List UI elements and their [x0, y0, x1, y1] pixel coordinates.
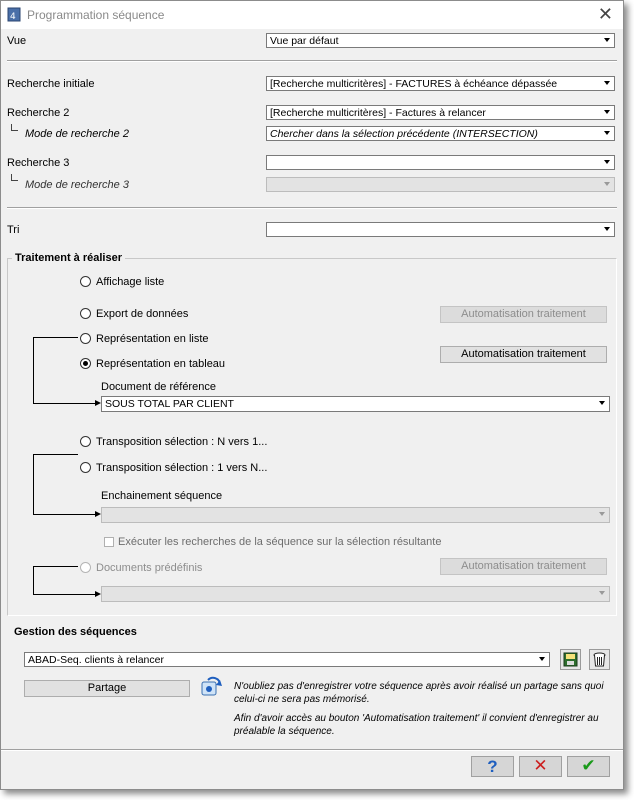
connector-line: [33, 594, 95, 595]
documents-predefinis-select[interactable]: [101, 586, 610, 602]
mode2-label: Mode de recherche 2: [25, 128, 129, 140]
connector-line: [33, 337, 78, 338]
radio-transposition-n1[interactable]: [80, 436, 91, 447]
chevron-down-icon: [604, 182, 610, 186]
chevron-down-icon: [604, 160, 610, 164]
chevron-down-icon: [604, 81, 610, 85]
chevron-down-icon: [539, 657, 545, 661]
vue-label: Vue: [7, 35, 27, 47]
representation-tableau-label[interactable]: Représentation en tableau: [96, 358, 226, 370]
mode3-select[interactable]: [266, 177, 615, 192]
radio-export-donnees[interactable]: [80, 308, 91, 319]
affichage-liste-label[interactable]: Affichage liste: [96, 276, 165, 288]
document-reference-label: Document de référence: [101, 381, 216, 393]
vue-select[interactable]: [266, 33, 615, 48]
mode2-select[interactable]: [266, 126, 615, 141]
note-automatisation: Afin d'avoir accès au bouton 'Automatisation traitement' il convient d'enregistrer au préalable la séquence.: [234, 713, 599, 737]
tree-connector: [11, 174, 18, 181]
automatisation-button-disabled[interactable]: Automatisation traitement: [440, 306, 607, 323]
recherche-initiale-value: [Recherche multicritères] - FACTURES à échéance dépassée: [270, 78, 558, 90]
app-icon: [7, 7, 21, 22]
help-button[interactable]: [471, 756, 514, 777]
recherche-initiale-select[interactable]: [266, 76, 615, 91]
partage-button[interactable]: Partage: [24, 680, 190, 697]
help-icon: ?: [487, 757, 498, 776]
recherche2-value: [Recherche multicritères] - Factures à relancer: [270, 107, 486, 119]
radio-affichage-liste[interactable]: [80, 276, 91, 287]
document-reference-value: SOUS TOTAL PAR CLIENT: [105, 398, 234, 410]
radio-representation-tableau[interactable]: [80, 358, 91, 369]
tri-select[interactable]: [266, 222, 615, 237]
ok-button[interactable]: [567, 756, 610, 777]
connector-line: [33, 403, 95, 404]
documents-predefinis-label: Documents prédéfinis: [96, 562, 203, 574]
note-partage: N'oubliez pas d'enregistrer votre séquence après avoir réalisé un partage sans quoi celui-ci ne sera pas mémorisé.: [234, 681, 604, 705]
trash-icon: [590, 650, 609, 669]
radio-representation-liste[interactable]: [80, 333, 91, 344]
gestion-title: Gestion des séquences: [14, 626, 137, 638]
automatisation-button[interactable]: Automatisation traitement: [440, 346, 607, 363]
chevron-down-icon: [604, 110, 610, 114]
radio-selected-dot: [83, 361, 88, 366]
share-info-icon: [200, 676, 224, 698]
connector-line: [33, 454, 78, 455]
close-icon[interactable]: ✕: [597, 4, 613, 25]
chevron-down-icon: [599, 401, 605, 405]
sequence-value: ABAD-Seq. clients à relancer: [28, 654, 164, 666]
recherche3-label: Recherche 3: [7, 157, 70, 169]
executer-label: Exécuter les recherches de la séquence sur la sélection résultante: [118, 536, 442, 548]
recherche3-select[interactable]: [266, 155, 615, 170]
chevron-down-icon: [604, 131, 610, 135]
svg-text:4: 4: [10, 12, 16, 22]
traitement-title: Traitement à réaliser: [12, 252, 125, 264]
connector-line: [33, 514, 95, 515]
representation-liste-label[interactable]: Représentation en liste: [96, 333, 209, 345]
tri-label: Tri: [7, 224, 20, 236]
sequence-select[interactable]: [24, 652, 550, 667]
title-bar: [1, 1, 623, 29]
radio-transposition-1n[interactable]: [80, 462, 91, 473]
separator: [7, 60, 617, 62]
connector-line: [33, 566, 78, 567]
cancel-button[interactable]: [519, 756, 562, 777]
cancel-icon: ✕: [533, 756, 548, 776]
recherche2-label: Recherche 2: [7, 107, 70, 119]
mode2-value: Chercher dans la sélection précédente (INTERSECTION): [270, 128, 538, 140]
save-icon: [561, 650, 580, 669]
enchainement-select[interactable]: [101, 507, 610, 523]
recherche-initiale-label: Recherche initiale: [7, 78, 95, 90]
delete-button[interactable]: [589, 649, 610, 670]
chevron-down-icon: [604, 227, 610, 231]
connector-line: [33, 566, 34, 594]
separator: [7, 207, 617, 209]
chevron-down-icon: [599, 591, 605, 595]
mode3-label: Mode de recherche 3: [25, 179, 129, 191]
chevron-down-icon: [599, 512, 605, 516]
export-donnees-label[interactable]: Export de données: [96, 308, 189, 320]
tree-connector: [11, 124, 18, 131]
chevron-down-icon: [604, 38, 610, 42]
window-title: Programmation séquence: [27, 8, 165, 22]
transposition-1n-label[interactable]: Transposition sélection : 1 vers N...: [96, 462, 268, 474]
transposition-n1-label[interactable]: Transposition sélection : N vers 1...: [96, 436, 268, 448]
footer-separator: [1, 749, 623, 751]
recherche2-select[interactable]: [266, 105, 615, 120]
connector-line: [33, 337, 34, 403]
connector-line: [33, 454, 34, 514]
save-button[interactable]: [560, 649, 581, 670]
document-reference-select[interactable]: [101, 396, 610, 412]
radio-documents-predefinis[interactable]: [80, 562, 91, 573]
executer-checkbox[interactable]: [104, 537, 114, 547]
automatisation-button-documents[interactable]: Automatisation traitement: [440, 558, 607, 575]
ok-check-icon: ✔: [581, 756, 596, 776]
vue-value: Vue par défaut: [270, 35, 339, 47]
enchainement-label: Enchainement séquence: [101, 490, 223, 502]
